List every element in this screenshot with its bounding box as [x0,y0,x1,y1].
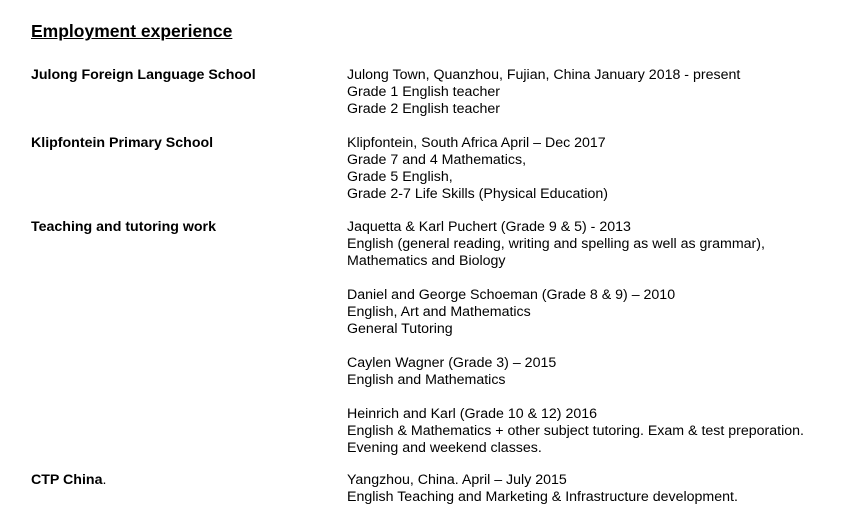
detail-block [347,135,857,203]
detail-line: Grade 1 English teacher [347,84,501,100]
employer-name: Teaching and tutoring work [31,219,216,235]
detail-line: General Tutoring [347,321,453,337]
detail-block [347,219,857,270]
detail-block [347,355,857,389]
employer-name: Klipfontein Primary School [31,135,214,151]
detail-line: Caylen Wagner (Grade 3) – 2015 [347,355,557,371]
detail-block [347,287,857,338]
detail-line: Grade 7 and 4 Mathematics, [347,152,527,168]
detail-line: Heinrich and Karl (Grade 10 & 12) 2016 [347,406,597,422]
detail-block [347,406,857,457]
detail-line: Yangzhou, China. April – July 2015 [347,472,567,488]
detail-line: English Teaching and Marketing & Infrastructure development. [347,489,738,505]
entry-details [347,135,857,203]
detail-line: English (general reading, writing and spelling as well as grammar), [347,236,765,252]
detail-line: English, Art and Mathematics [347,304,531,320]
detail-line: Jaquetta & Karl Puchert (Grade 9 & 5) - 2013 [347,219,631,235]
detail-line: Evening and weekend classes. [347,440,542,456]
detail-line: Grade 2 English teacher [347,101,501,117]
section-title: Employment experience [31,21,233,41]
entry-details [347,472,857,506]
employer-name: Julong Foreign Language School [31,67,256,83]
entry-details [347,67,857,118]
employer-name: CTP China. [31,472,107,488]
detail-line: Julong Town, Quanzhou, Fujian, China January 2018 - present [347,67,741,83]
employer-name-suffix: . [102,472,107,488]
detail-line: Klipfontein, South Africa April – Dec 2017 [347,135,606,151]
detail-line: Grade 5 English, [347,169,453,185]
detail-block [347,67,857,118]
detail-line: English & Mathematics + other subject tutoring. Exam & test preporation. [347,423,804,439]
detail-line: Grade 2-7 Life Skills (Physical Education) [347,186,609,202]
detail-line: English and Mathematics [347,372,506,388]
detail-line: Mathematics and Biology [347,253,506,269]
detail-block [347,472,857,506]
entry-details [347,219,857,457]
detail-line: Daniel and George Schoeman (Grade 8 & 9) – 2010 [347,287,676,303]
